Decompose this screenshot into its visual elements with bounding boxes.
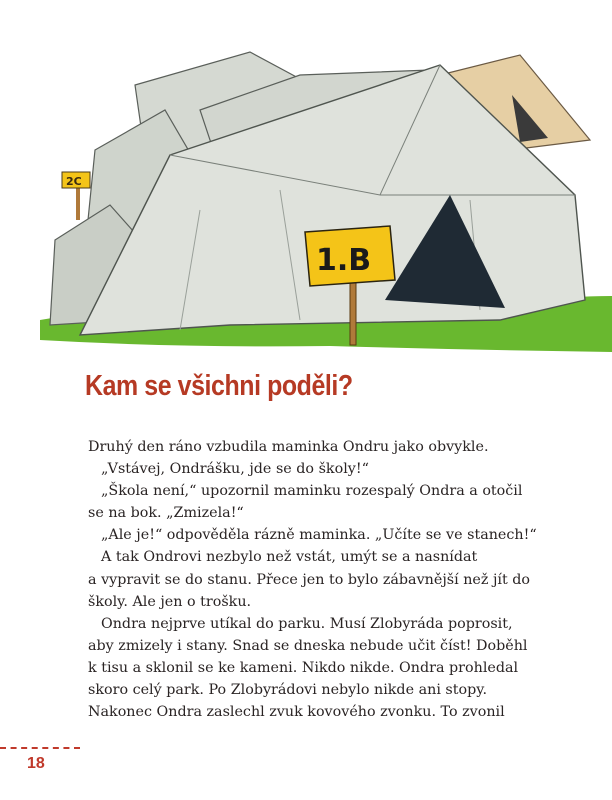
class-sign-label: 1.B: [316, 243, 372, 278]
story-line: a vypravit se do stanu. Přece jen to bylo zábavnější než jít do: [88, 571, 531, 588]
story-line: „Vstávej, Ondrášku, jde se do školy!“: [101, 461, 369, 478]
tent-camp-illustration: [0, 0, 612, 360]
story-line: „Ale je!“ odpověděla rázně maminka. „Učíte se ve stanech!“: [101, 527, 537, 544]
footer-dashed-rule: [0, 747, 80, 749]
story-line: školy. Ale jen o trošku.: [88, 593, 252, 610]
story-line: Druhý den ráno vzbudila maminka Ondru jako obvykle.: [88, 439, 489, 455]
story-line: „Škola není,“ upozornil maminku rozespalý Ondra a otočil: [101, 483, 523, 500]
story-line: A tak Ondrovi nezbylo než vstát, umýt se a nasnídat: [101, 549, 478, 566]
chapter-title: Kam se všichni poděli?: [85, 370, 353, 402]
story-line: Nakonec Ondra zaslechl zvuk kovového zvonku. To zvonil: [88, 704, 505, 721]
story-line: skoro celý park. Po Zlobyrádovi nebylo nikde ani stopy.: [88, 682, 487, 699]
story-text: [88, 436, 558, 723]
story-line: k tisu a sklonil se ke kameni. Nikdo nikde. Ondra prohledal: [88, 659, 519, 676]
page-number: 18: [27, 755, 45, 772]
story-line: se na bok. „Zmizela!“: [88, 505, 244, 522]
story-line: aby zmizely i stany. Snad se dneska nebude učit číst! Doběhl: [88, 637, 528, 654]
back-sign-label: 2C: [66, 175, 82, 188]
story-line: Ondra nejprve utíkal do parku. Musí Zlobyráda poprosit,: [101, 615, 513, 632]
